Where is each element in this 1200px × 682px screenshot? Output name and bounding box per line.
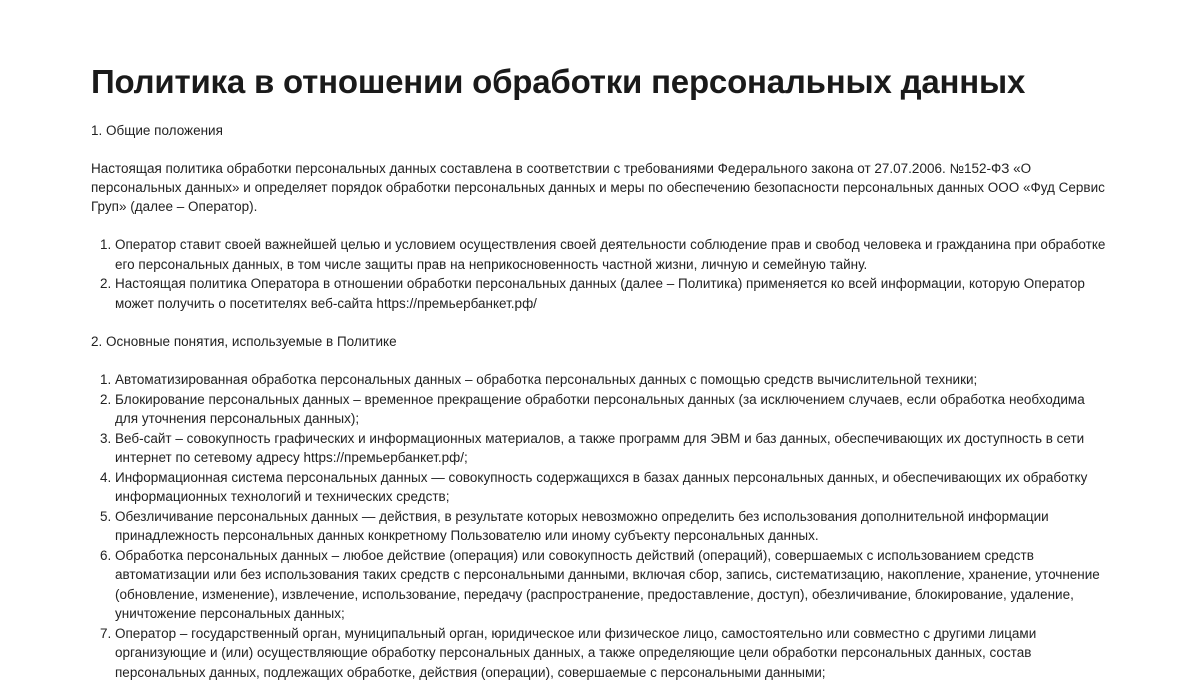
list-item: 4. Информационная система персональных данных — совокупность содержащихся в базах данных персональных данных, и обеспечивающих их обработку информационных технологий и технических средств; <box>115 468 1111 507</box>
policy-document <box>91 62 1111 682</box>
list-item: 2. Настоящая политика Оператора в отношении обработки персональных данных (далее – Политика) применяется ко всей информации, которую Оператор может получить о посетителях веб-сайта https://премьербанкет.рф/ <box>115 274 1111 313</box>
list-item: 7. Оператор – государственный орган, муниципальный орган, юридическое или физическое лицо, самостоятельно или совместно с другими лицами организующие и (или) осуществляющие обработку персональных данных, а также определяющие цели обработки персональных данных, состав персональных данных, подлежащих обработке, действия (операции), совершаемые с персональными данными; <box>115 624 1111 682</box>
list-item: 2. Блокирование персональных данных – временное прекращение обработки персональных данных (за исключением случаев, если обработка необходима для уточнения персональных данных); <box>115 390 1111 429</box>
page-title: Политика в отношении обработки персональных данных <box>91 62 1111 102</box>
section-1-intro: Настоящая политика обработки персональных данных составлена в соответствии с требованиями Федерального закона от 27.07.2006. №152-ФЗ «О персональных данных» и определяет порядок обработки персональных данных и меры по обеспечению безопасности персональных данных ООО «Фуд Сервис Груп» (далее – Оператор). <box>91 159 1111 216</box>
list-item: 5. Обезличивание персональных данных — действия, в результате которых невозможно определить без использования дополнительной информации принадлежность персональных данных конкретному Пользователю или иному субъекту персональных данных. <box>115 507 1111 546</box>
section-1-heading: 1. Общие положения <box>91 121 1111 140</box>
list-item: 3. Веб-сайт – совокупность графических и информационных материалов, а также программ для ЭВМ и баз данных, обеспечивающих их доступность в сети интернет по сетевому адресу https://премьербанкет.рф/; <box>115 429 1111 468</box>
list-item: 1. Автоматизированная обработка персональных данных – обработка персональных данных с помощью средств вычислительной техники; <box>115 370 1111 390</box>
section-1-list <box>91 235 1111 313</box>
section-2-list <box>91 370 1111 682</box>
list-item: 6. Обработка персональных данных – любое действие (операция) или совокупность действий (операций), совершаемых с использованием средств автоматизации или без использования таких средств с персональными данными, включая сбор, запись, систематизацию, накопление, хранение, уточнение (обновление, изменение), извлечение, использование, передачу (распространение, предоставление, доступ), обезличивание, блокирование, удаление, уничтожение персональных данных; <box>115 546 1111 624</box>
list-item: 1. Оператор ставит своей важнейшей целью и условием осуществления своей деятельности соблюдение прав и свобод человека и гражданина при обработке его персональных данных, в том числе защиты прав на неприкосновенность частной жизни, личную и семейную тайну. <box>115 235 1111 274</box>
section-2-heading: 2. Основные понятия, используемые в Политике <box>91 332 1111 351</box>
